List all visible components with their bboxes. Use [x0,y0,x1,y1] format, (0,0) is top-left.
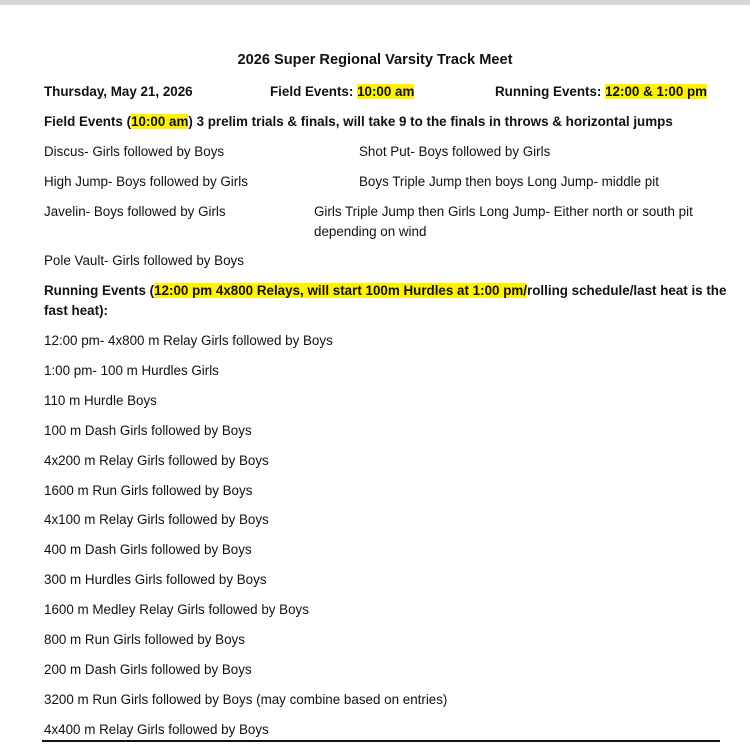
running-event: 4x200 m Relay Girls followed by Boys [44,453,269,468]
bottom-rule [42,740,720,742]
field-event-girls-jumps: Girls Triple Jump then Girls Long Jump- Either north or south pit [314,204,693,219]
field-events-heading-time: 10:00 am [131,114,189,129]
field-event-high-jump: High Jump- Boys followed by Girls [44,174,248,189]
running-events-time: 12:00 & 1:00 pm [605,84,708,99]
running-event: 400 m Dash Girls followed by Boys [44,542,252,557]
running-event: 1600 m Run Girls followed by Boys [44,483,253,498]
field-events-time: 10:00 am [357,84,415,99]
meet-date: Thursday, May 21, 2026 [44,84,193,99]
field-event-girls-jumps-note: depending on wind [314,224,427,239]
field-event-javelin: Javelin- Boys followed by Girls [44,204,226,219]
running-event: 300 m Hurdles Girls followed by Boys [44,572,267,587]
running-event: 200 m Dash Girls followed by Boys [44,662,252,677]
running-event: 4x400 m Relay Girls followed by Boys [44,722,269,737]
running-event: 800 m Run Girls followed by Boys [44,632,245,647]
field-event-pole-vault: Pole Vault- Girls followed by Boys [44,253,244,268]
running-event: 1600 m Medley Relay Girls followed by Boys [44,602,309,617]
running-event: 3200 m Run Girls followed by Boys (may combine based on entries) [44,692,448,707]
page-title: 2026 Super Regional Varsity Track Meet [237,52,513,68]
running-events-heading-highlight: 12:00 pm 4x800 Relays, will start 100m Hurdles at 1:00 pm/ [154,283,528,298]
running-event: 12:00 pm- 4x800 m Relay Girls followed by Boys [44,333,333,348]
running-event: 100 m Dash Girls followed by Boys [44,423,252,438]
running-event: 4x100 m Relay Girls followed by Boys [44,512,269,527]
field-events-time-label: Field Events: 10:00 am [270,84,415,99]
field-event-shot-put: Shot Put- Boys followed by Girls [359,144,551,159]
running-events-time-label: Running Events: 12:00 & 1:00 pm [495,84,708,99]
top-border [0,0,750,5]
field-event-discus: Discus- Girls followed by Boys [44,144,225,159]
running-event: 1:00 pm- 100 m Hurdles Girls [44,363,219,378]
field-event-boys-jumps: Boys Triple Jump then boys Long Jump- middle pit [359,174,659,189]
running-events-heading-continued: fast heat): [44,303,108,318]
running-event: 110 m Hurdle Boys [44,393,157,408]
field-events-heading: Field Events (10:00 am) 3 prelim trials & finals, will take 9 to the finals in throws & horizontal jumps [44,114,673,129]
running-events-heading: Running Events (12:00 pm 4x800 Relays, will start 100m Hurdles at 1:00 pm/rolling schedule/last heat is the [44,283,727,298]
